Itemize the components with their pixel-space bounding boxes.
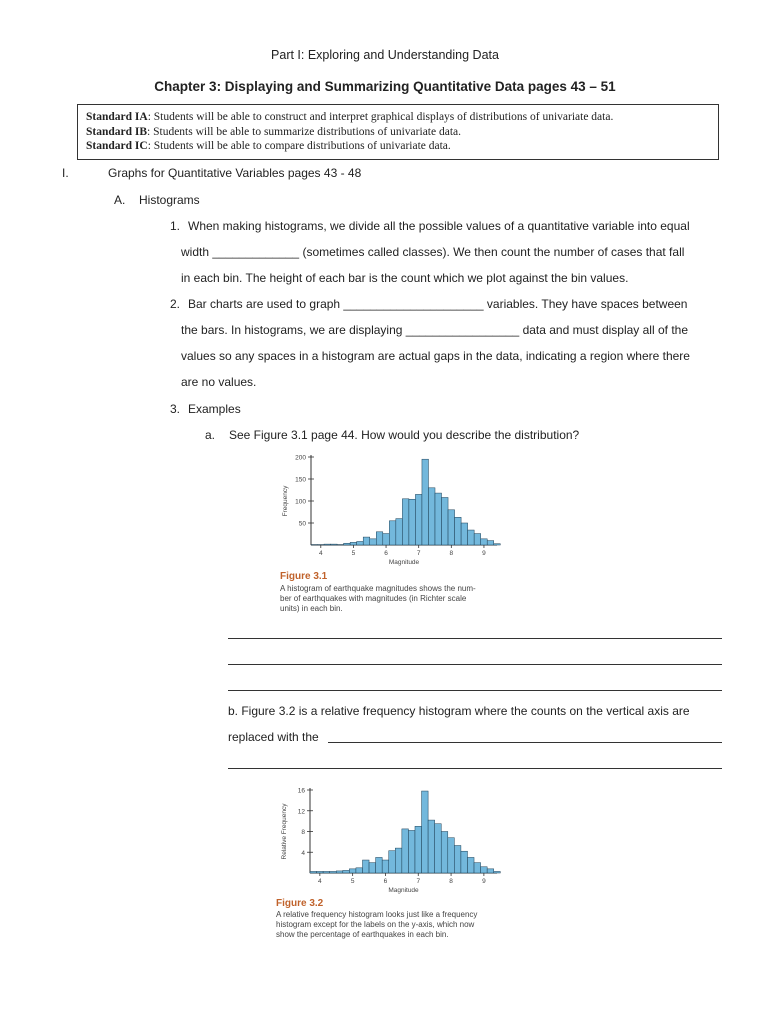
histogram-bar bbox=[344, 543, 351, 545]
histogram-bar bbox=[474, 863, 481, 873]
histogram-bar bbox=[494, 871, 501, 873]
histogram-bar bbox=[383, 534, 390, 545]
histogram-bar bbox=[343, 870, 350, 873]
section-a-title: Histograms bbox=[139, 193, 200, 207]
item-b-line-1: b. Figure 3.2 is a relative frequency histogram where the counts on the vertical axis are bbox=[228, 704, 690, 718]
standard-ib: Standard IB: Students will be able to summarize distributions of univariate data. bbox=[86, 125, 461, 138]
standards-box bbox=[77, 104, 719, 160]
histogram-bar bbox=[409, 499, 416, 545]
standard-ia: Standard IA: Students will be able to construct and interpret graphical displays of distributions of univariate data. bbox=[86, 111, 614, 123]
histogram-bar bbox=[481, 539, 488, 545]
section-1-number: I. bbox=[62, 166, 69, 180]
x-tick-label: 9 bbox=[482, 550, 486, 557]
histogram-bar bbox=[331, 544, 338, 545]
item-a-text: See Figure 3.1 page 44. How would you describe the distribution? bbox=[229, 428, 580, 442]
x-tick-label: 6 bbox=[383, 878, 388, 885]
item-3-title: Examples bbox=[188, 402, 241, 416]
answer-line[interactable] bbox=[228, 638, 722, 639]
histogram-bar bbox=[336, 871, 343, 873]
item-1-line-1: When making histograms, we divide all the possible values of a quantitative variable into equal bbox=[188, 219, 690, 233]
y-tick-label: 50 bbox=[298, 520, 306, 528]
standard-ic: Standard IC: Students will be able to compare distributions of univariate data. bbox=[86, 140, 451, 152]
histogram-bar bbox=[487, 869, 494, 873]
caption-line: units) in each bin. bbox=[280, 604, 343, 613]
section-1-title: Graphs for Quantitative Variables pages 43 - 48 bbox=[108, 166, 362, 180]
x-tick-label: 4 bbox=[318, 550, 323, 557]
caption-line: A relative frequency histogram looks just like a frequency bbox=[276, 910, 478, 919]
histogram-bar bbox=[474, 534, 481, 545]
histogram-bar bbox=[324, 544, 331, 545]
answer-line[interactable] bbox=[228, 664, 722, 665]
x-tick-label: 4 bbox=[318, 878, 322, 885]
answer-line[interactable] bbox=[228, 690, 722, 691]
y-axis-label: Frequency bbox=[282, 485, 289, 517]
figure-3-2-caption bbox=[276, 910, 477, 940]
histogram-bar bbox=[467, 857, 474, 873]
histogram-bar bbox=[363, 537, 370, 545]
caption-line: show the percentage of earthquakes in each bin. bbox=[276, 930, 449, 939]
x-tick-label: 9 bbox=[482, 878, 486, 885]
y-tick-label: 16 bbox=[297, 787, 305, 795]
answer-line[interactable] bbox=[328, 742, 722, 743]
x-axis-label: Magnitude bbox=[388, 887, 419, 894]
figure-3-1-title: Figure 3.1 bbox=[280, 571, 328, 582]
histogram-bar bbox=[455, 517, 462, 545]
item-b-line-2: replaced with the bbox=[228, 730, 319, 744]
histogram-bar bbox=[396, 519, 403, 545]
caption-line: A histogram of earthquake magnitudes shows the num- bbox=[280, 584, 476, 593]
histogram-bar bbox=[454, 846, 461, 873]
item-2-number: 2. bbox=[170, 297, 181, 311]
item-2-line-3: values so any spaces in a histogram are actual gaps in the data, indicating a region where there bbox=[181, 349, 690, 363]
histogram-bar bbox=[350, 542, 357, 545]
item-1-line-2: width _____________ (sometimes called classes). We then count the number of cases that fall bbox=[181, 245, 685, 259]
chapter-title: Chapter 3: Displaying and Summarizing Quantitative Data pages 43 – 51 bbox=[154, 79, 616, 94]
histogram-bar bbox=[370, 539, 377, 545]
histogram-bar bbox=[461, 851, 468, 873]
histogram-bar bbox=[317, 871, 324, 873]
x-tick-label: 8 bbox=[449, 878, 453, 885]
histogram-bar bbox=[402, 829, 409, 873]
histogram-bar bbox=[389, 851, 396, 873]
item-1-number: 1. bbox=[170, 219, 181, 233]
histogram-bar bbox=[422, 791, 429, 873]
answer-line[interactable] bbox=[228, 768, 722, 769]
histogram-bar bbox=[357, 541, 364, 545]
histogram-bar bbox=[323, 871, 330, 873]
y-tick-label: 200 bbox=[295, 454, 306, 462]
x-axis-label: Magnitude bbox=[388, 559, 420, 566]
histogram-bar bbox=[402, 499, 409, 545]
histogram-bar bbox=[435, 493, 442, 545]
caption-line: histogram except for the labels on the y-axis, which now bbox=[276, 920, 475, 929]
histogram-bar bbox=[422, 459, 429, 545]
figure-3-2-title: Figure 3.2 bbox=[276, 898, 324, 909]
y-tick-label: 100 bbox=[295, 498, 306, 506]
histogram-bar bbox=[415, 826, 422, 873]
histogram-bar bbox=[362, 860, 369, 873]
item-2-line-1: Bar charts are used to graph _____________________ variables. They have spaces between bbox=[188, 297, 688, 311]
x-tick-label: 7 bbox=[416, 550, 421, 557]
histogram-bar bbox=[382, 860, 389, 873]
histogram-bar bbox=[330, 871, 337, 873]
histogram-bar bbox=[415, 494, 422, 545]
x-tick-label: 5 bbox=[351, 550, 356, 557]
histogram-bar bbox=[461, 523, 468, 545]
histogram-bar bbox=[448, 510, 455, 545]
figure-3-1-caption bbox=[280, 584, 476, 614]
y-tick-label: 8 bbox=[301, 829, 305, 836]
histogram-bar bbox=[468, 530, 475, 545]
histogram-bar bbox=[481, 867, 488, 873]
y-axis-label: Relative Frequency bbox=[281, 803, 288, 860]
histogram-bar bbox=[395, 848, 402, 873]
histogram-bar bbox=[428, 488, 435, 545]
histogram-bar bbox=[435, 824, 442, 873]
y-tick-label: 4 bbox=[301, 849, 305, 857]
x-tick-label: 8 bbox=[449, 550, 454, 557]
section-a-number: A. bbox=[114, 193, 126, 207]
histogram-bar bbox=[441, 832, 448, 874]
item-2-line-4: are no values. bbox=[181, 375, 257, 389]
page-header: Part I: Exploring and Understanding Data bbox=[271, 48, 499, 62]
histogram-bar bbox=[408, 830, 415, 873]
item-3-number: 3. bbox=[170, 402, 181, 416]
histogram-bar bbox=[310, 871, 317, 873]
x-tick-label: 6 bbox=[384, 550, 388, 557]
histogram-bar bbox=[494, 544, 501, 545]
caption-line: ber of earthquakes with magnitudes (in Richter scale bbox=[280, 594, 467, 603]
y-tick-label: 12 bbox=[297, 808, 305, 816]
histogram-bar bbox=[389, 521, 396, 545]
histogram-bar bbox=[369, 863, 376, 873]
histogram-bar bbox=[349, 869, 356, 873]
x-tick-label: 5 bbox=[350, 878, 355, 885]
item-2-line-2: the bars. In histograms, we are displaying _________________ data and must display all of the bbox=[181, 323, 688, 337]
histogram-bar bbox=[376, 532, 383, 545]
figure-3-1-histogram bbox=[275, 447, 505, 571]
x-tick-label: 7 bbox=[416, 878, 421, 885]
histogram-bar bbox=[376, 857, 383, 873]
histogram-bar bbox=[448, 838, 455, 873]
figure-3-2-histogram bbox=[272, 780, 504, 898]
histogram-bar bbox=[428, 820, 435, 873]
item-1-line-3: in each bin. The height of each bar is the count which we plot against the bin values. bbox=[181, 271, 629, 285]
histogram-bar bbox=[356, 868, 363, 873]
y-tick-label: 150 bbox=[295, 476, 306, 484]
histogram-bar bbox=[442, 497, 449, 545]
item-a-letter: a. bbox=[205, 428, 216, 442]
histogram-bar bbox=[487, 541, 494, 545]
